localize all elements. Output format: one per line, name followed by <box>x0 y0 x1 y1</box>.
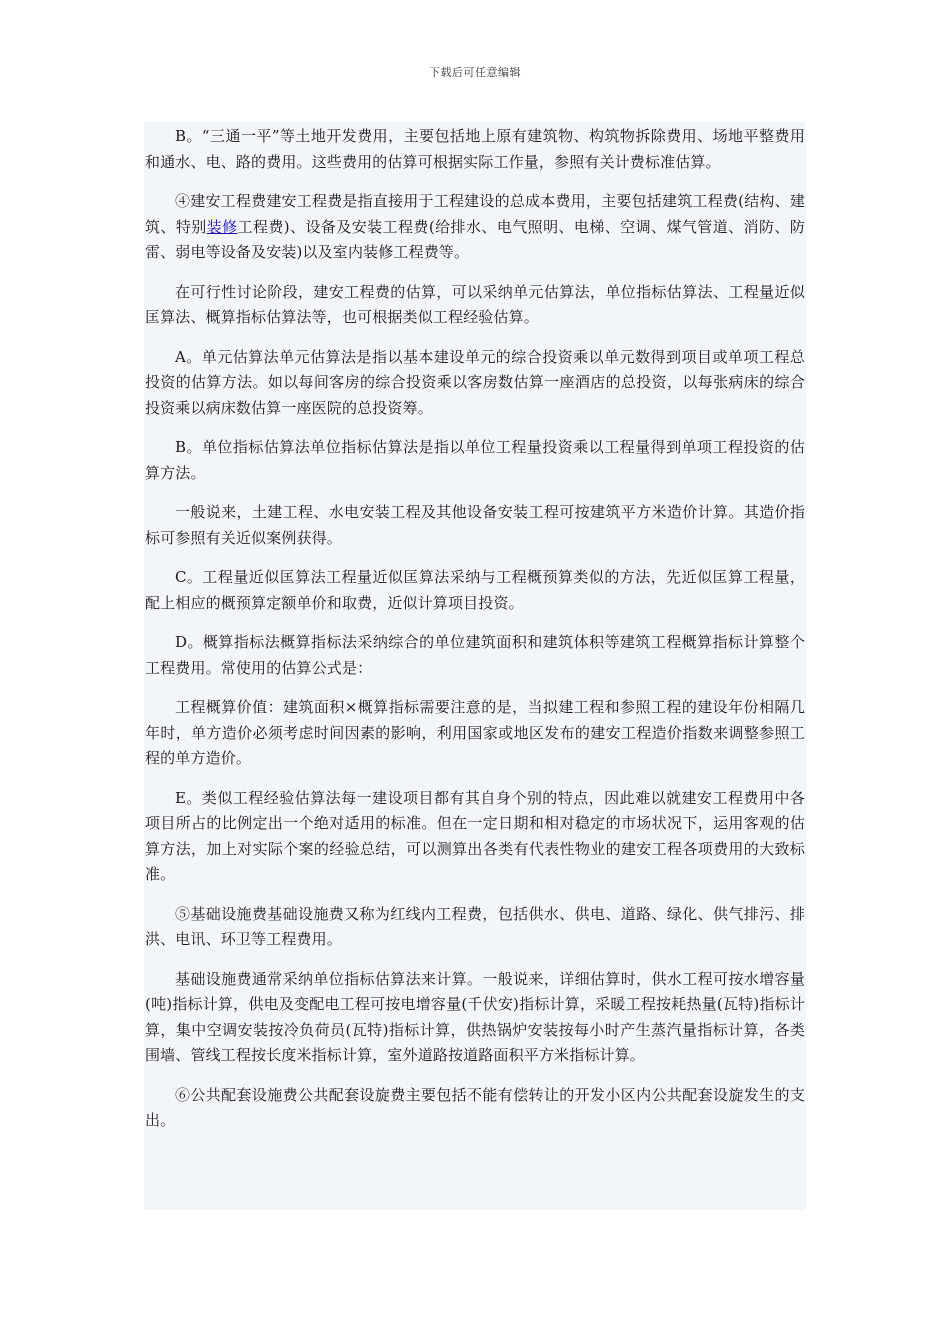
paragraph-construction-cost <box>145 189 805 266</box>
paragraph-text-after-link: 工程费)、设备及安装工程费(给排水、电气照明、电梯、空调、煤气管道、消防、防雷、弱电等设备及安装)以及室内装修工程费等。 <box>145 217 805 261</box>
paragraph-quantity-approximation: C。工程量近似匡算法工程量近似匡算法采纳与工程概预算类似的方法，先近似匡算工程量，配上相应的概预算定额单价和取费，近似计算项目投资。 <box>145 568 805 612</box>
document-body <box>144 122 806 1210</box>
paragraph-general-civil-works: 一般说来，土建工程、水电安装工程及其他设备安装工程可按建筑平方米造价计算。其造价指标可参照有关近似案例获得。 <box>145 503 805 547</box>
paragraph-budget-index-method: D。概算指标法概算指标法采纳综合的单位建筑面积和建筑体积等建筑工程概算指标计算整个工程费用。常使用的估算公式是： <box>145 633 805 677</box>
paragraph-public-facilities-cost: ⑥公共配套设施费公共配套设旋费主要包括不能有偿转让的开发小区内公共配套设旋发生的支出。 <box>145 1085 805 1129</box>
paragraph-unit-index-estimation: B。单位指标估算法单位指标估算法是指以单位工程量投资乘以工程量得到单项工程投资的估算方法。 <box>145 438 805 482</box>
decoration-link[interactable]: 装修 <box>206 217 238 236</box>
paragraph-similar-project-method: E。类似工程经验估算法每一建设项目都有其自身个别的特点，因此难以就建安工程费用中各项目所占的比例定出一个绝对适用的标准。但在一定日期和相对稳定的市场状况下，运用客观的估算方法，加上对实际个案的经验总结，可以测算出各类有代表性物业的建安工程各项费用的大致标准。 <box>145 788 805 883</box>
paragraph-land-development: B。“三通一平”等土地开发费用，主要包括地上原有建筑物、构筑物拆除费用、场地平整费用和通水、电、路的费用。这些费用的估算可根据实际工作量，参照有关计费标准估算。 <box>145 127 805 171</box>
paragraph-text-before-link: ④建安工程费建安工程费是指直接用于工程建设的总成本费用，主要包括建筑工程费(结构、建筑、特别 <box>145 192 805 236</box>
paragraph-unit-estimation: A。单元估算法单元估算法是指以基本建设单元的综合投资乘以单元数得到项目或单项工程总投资的估算方法。如以每间客房的综合投资乘以客房数估算一座酒店的总投资，以每张病床的综合投资乘以病床数估算一座医院的总投资筹。 <box>145 347 805 417</box>
paragraph-feasibility-estimation: 在可行性讨论阶段，建安工程费的估算，可以采纳单元估算法，单位指标估算法、工程量近似匡算法、概算指标估算法等，也可根据类似工程经验估算。 <box>145 282 805 326</box>
paragraph-infrastructure-cost: ⑤基础设施费基础设施费又称为红线内工程费，包括供水、供电、道路、绿化、供气排污、排洪、电讯、环卫等工程费用。 <box>145 904 805 948</box>
page-header-note: 下载后可任意编辑 <box>429 66 521 79</box>
paragraph-infrastructure-calculation: 基础设施费通常采纳单位指标估算法来计算。一般说来，详细估算时，供水工程可按水增容量(吨)指标计算，供电及变配电工程可按电增容量(千伏安)指标计算，采暖工程按耗热量(瓦特)指标计算，集中空调安装按冷负荷员(瓦特)指标计算，供热锅炉安装按每小时产生蒸汽量指标计算，各类围墙、管线工程按长度米指标计算，室外道路按道路面积平方米指标计算。 <box>145 969 805 1064</box>
paragraph-budget-formula: 工程概算价值：建筑面积×概算指标需要注意的是，当拟建工程和参照工程的建设年份相隔几年时，单方造价必须考虑时间因素的影响，利用国家或地区发布的建安工程造价指数来调整参照工程的单方造价。 <box>145 698 805 767</box>
